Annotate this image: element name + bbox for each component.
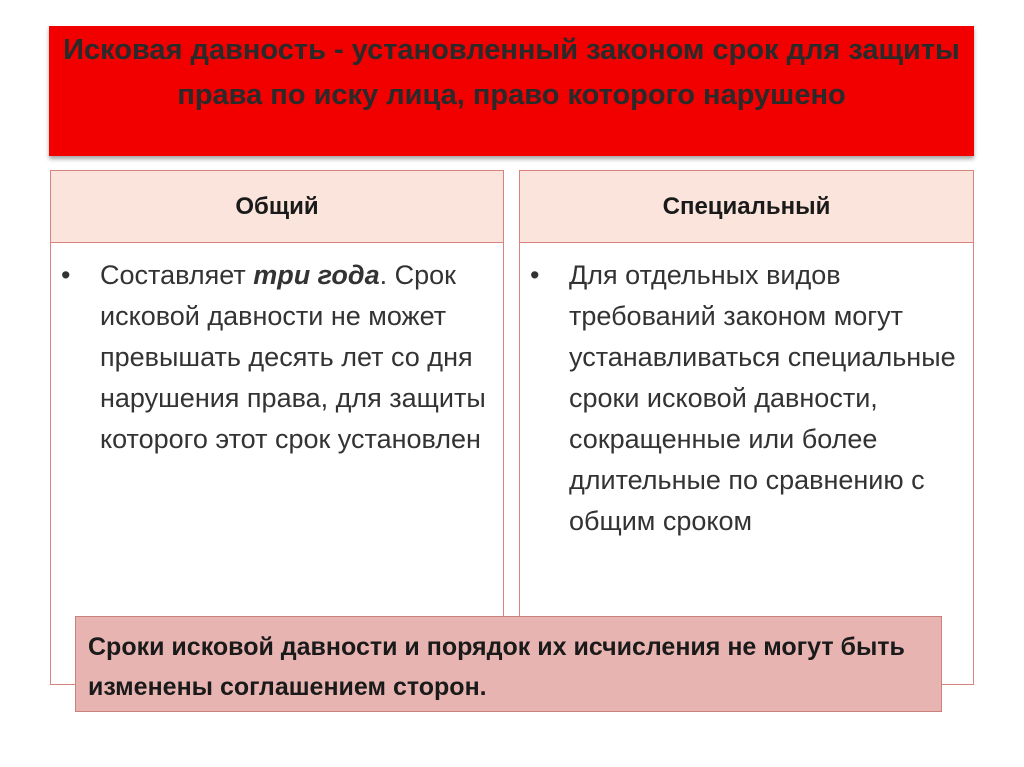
bullet-icon: •: [530, 260, 540, 290]
general-term-text-rest: . Срок исковой давности не может превышать десять лет со дня нарушения права, для защиты которого этот срок установлен: [100, 260, 486, 454]
general-term-column: [50, 170, 504, 685]
special-term-body: [520, 243, 973, 542]
slide-title: Исковая давность - установленный законом срок для защиты права по иску лица, право которого нарушено: [49, 26, 974, 156]
agreement-note: Сроки исковой давности и порядок их исчисления не могут быть изменены соглашением сторон.: [75, 616, 942, 712]
special-term-text: Для отдельных видов требований законом могут устанавливаться специальные сроки исковой давности, сокращенные или более длительные по сравнению с общим сроком: [569, 260, 956, 536]
bullet-icon: •: [61, 260, 71, 290]
special-term-column: [519, 170, 974, 685]
special-term-header: Специальный: [520, 171, 973, 243]
general-term-header: Общий: [51, 171, 503, 243]
general-term-text-prefix: Составляет: [100, 260, 254, 290]
general-term-emphasis: три года: [253, 260, 380, 290]
general-term-body: [51, 243, 503, 460]
